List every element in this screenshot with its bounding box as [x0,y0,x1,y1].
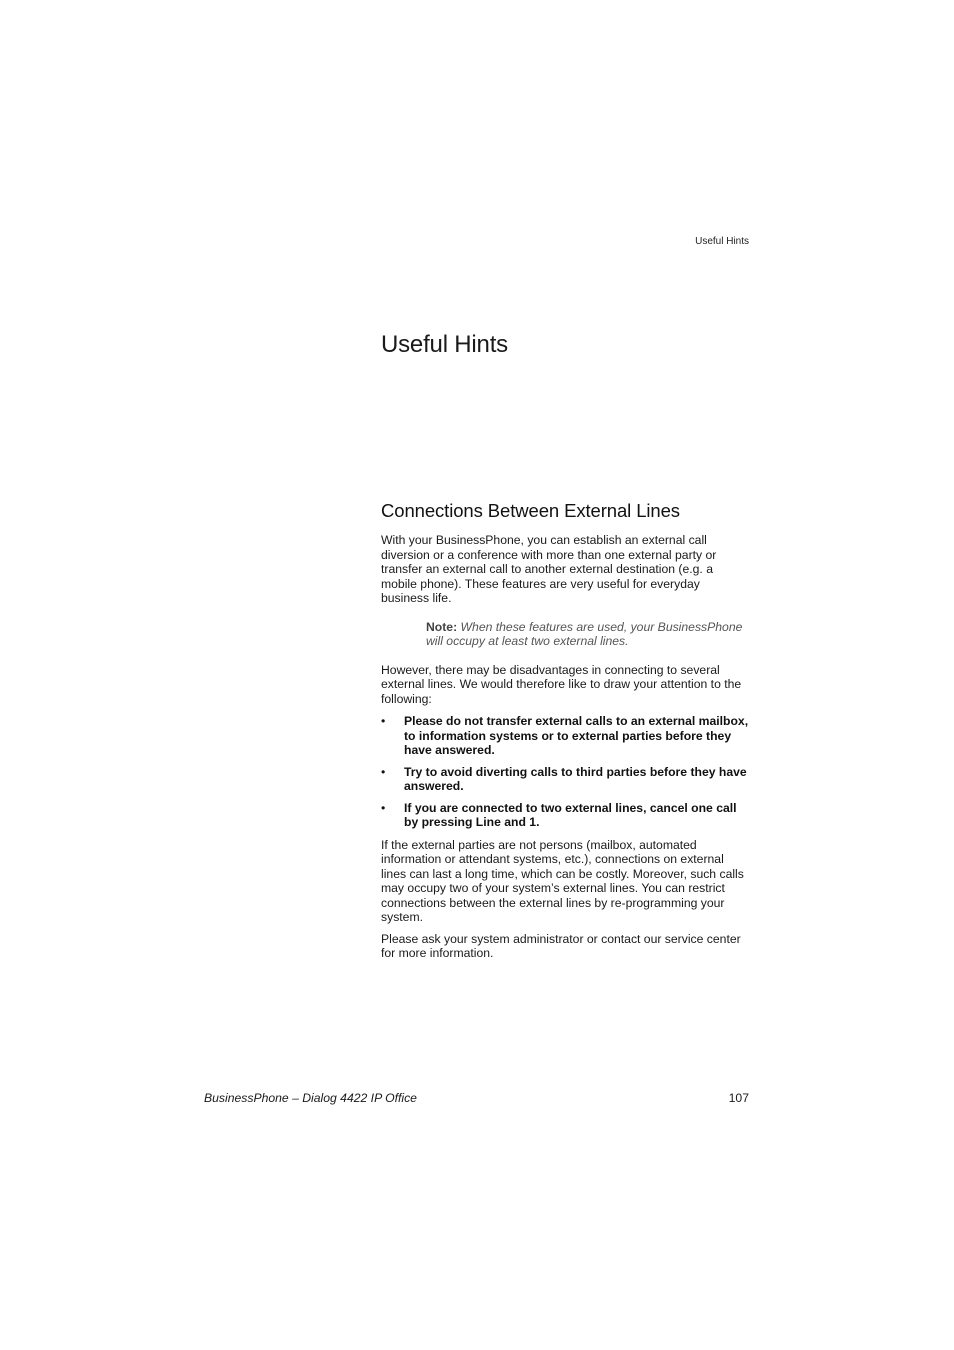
list-item [381,801,751,830]
running-header: Useful Hints [695,236,749,247]
warning-list [381,714,751,830]
list-item-text: Please do not transfer external calls to an external mailbox, to information systems or to external parties before they have answered. [404,714,749,757]
note-label: Note: [426,619,458,634]
note-text: When these features are used, your BusinessPhone will occupy at least two external lines. [426,619,743,648]
list-item-text: Try to avoid diverting calls to third parties before they have answered. [404,764,747,793]
bullet-mark: • [381,800,386,815]
bullet-mark: • [381,714,386,728]
section-title: Connections Between External Lines [381,500,680,521]
note-box [426,620,751,649]
list-item-text: If you are connected to two external lines, cancel one call by pressing Line and 1. [404,800,737,829]
list-item [381,714,751,758]
cost-paragraph: If the external parties are not persons (mailbox, automated information or attendant systems, etc.), connections on external lines can last a long time, which can be costly. Moreover, such calls may occupy two of your system’s external lines. You can restrict connections between the external lines by re-programming your system. [381,837,744,924]
disadvantages-paragraph: However, there may be disadvantages in connecting to several external lines. We would therefore like to draw your attention to the following: [381,662,742,706]
main-content [381,500,751,961]
intro-paragraph: With your BusinessPhone, you can establish an external call diversion or a conference with more than one external party or transfer an external call to another external destination (e.g. a mobile phone). These features are very useful for everyday business life. [381,533,717,605]
contact-paragraph: Please ask your system administrator or contact our service center for more information. [381,931,741,960]
list-item [381,765,751,794]
footer-page-number: 107 [728,1091,749,1105]
bullet-mark: • [381,764,386,779]
chapter-title: Useful Hints [381,331,508,358]
footer-product-name: BusinessPhone – Dialog 4422 IP Office [204,1091,417,1105]
